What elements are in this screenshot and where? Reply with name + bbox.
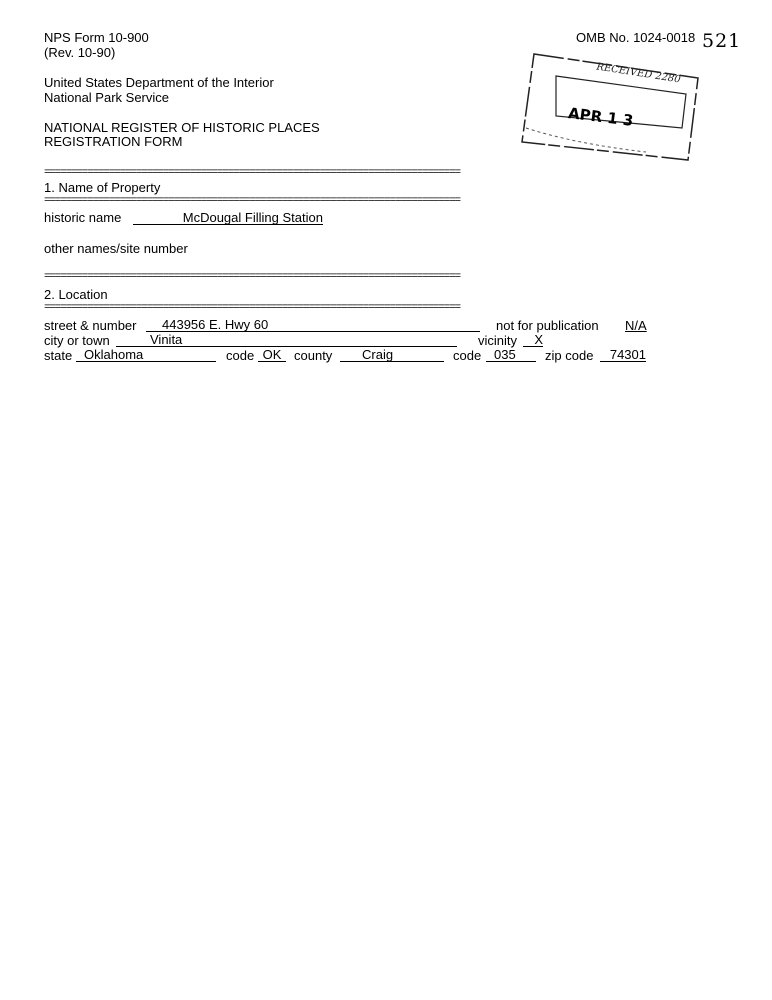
state-value: Oklahoma [84, 347, 144, 362]
state-code-field [258, 348, 286, 362]
zip-value: 74301 [609, 347, 646, 362]
stamp-date-text: APR 1 3 [567, 104, 635, 130]
section-heading-name: 1. Name of Property [44, 180, 161, 195]
received-stamp [516, 48, 716, 168]
divider: ============================================================================= [44, 303, 460, 313]
not-for-publication-value: N/A [625, 318, 647, 333]
street-label: street & number [44, 318, 137, 333]
county-code-field [486, 348, 536, 362]
street-field [146, 318, 480, 332]
state-field [76, 348, 216, 362]
county-field [340, 348, 444, 362]
department-name: United States Department of the Interior [44, 75, 274, 90]
handwritten-number: 521 [702, 30, 742, 52]
city-label: city or town [44, 333, 110, 348]
city-value: Vinita [150, 332, 183, 347]
form-number: NPS Form 10-900 [44, 30, 149, 45]
vicinity-value: X [534, 332, 543, 347]
city-field [116, 333, 457, 347]
state-code-label: code [226, 348, 255, 363]
historic-name-label: historic name [44, 210, 122, 225]
zip-label: zip code [545, 348, 594, 363]
historic-name-field [133, 211, 323, 225]
other-names-label: other names/site number [44, 241, 188, 256]
street-value: 443956 E. Hwy 60 [162, 317, 269, 332]
section-heading-location: 2. Location [44, 287, 108, 302]
state-label: state [44, 348, 73, 363]
county-code-value: 035 [494, 347, 516, 362]
divider: ============================================================================= [44, 196, 460, 206]
service-name: National Park Service [44, 90, 169, 105]
form-title: NATIONAL REGISTER OF HISTORIC PLACES [44, 120, 320, 135]
divider: ============================================================================= [44, 168, 460, 178]
state-code-value: OK [262, 347, 282, 362]
zip-field [600, 348, 646, 362]
divider: ============================================================================= [44, 272, 460, 282]
form-subtitle: REGISTRATION FORM [44, 134, 183, 149]
county-code-label: code [453, 348, 482, 363]
stamp-received-text: RECEIVED 2280 [595, 61, 682, 86]
form-revision: (Rev. 10-90) [44, 45, 116, 60]
omb-number: OMB No. 1024-0018 [576, 30, 696, 45]
not-for-publication-label: not for publication [496, 318, 599, 333]
vicinity-field [523, 333, 543, 347]
county-label: county [294, 348, 333, 363]
county-value: Craig [362, 347, 394, 362]
historic-name-value: McDougal Filling Station [182, 210, 323, 225]
vicinity-label: vicinity [478, 333, 518, 348]
